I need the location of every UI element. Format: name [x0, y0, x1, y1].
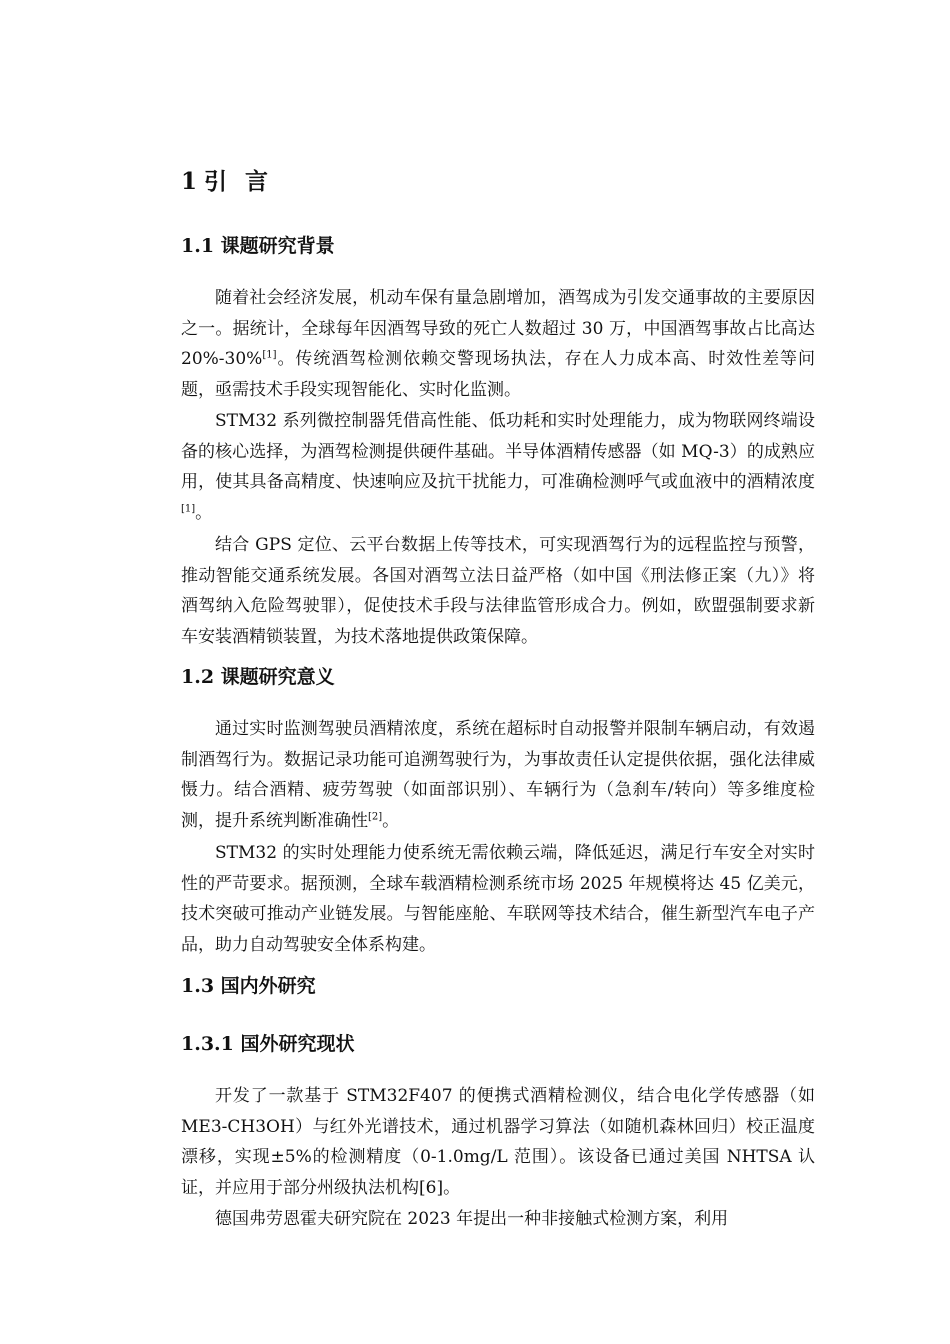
section-heading-1-3-1: 1.3.1 国外研究现状 [181, 1033, 355, 1055]
paragraph-text: STM32 系列微控制器凭借高性能、低功耗和实时处理能力，成为物联网终端设备的核心选择，为酒驾检测提供硬件基础。半导体酒精传感器（如 MQ-3）的成熟应用，使其具备高精度、快速响应及抗干扰能力，可准确检测呼气或血液中的酒精浓度 [181, 411, 815, 493]
citation-ref: [2] [368, 811, 383, 823]
citation-ref: [1] [262, 349, 277, 361]
paragraph-1-1-3: 结合 GPS 定位、云平台数据上传等技术，可实现酒驾行为的远程监控与预警，推动智能交通系统发展。各国对酒驾立法日益严格（如中国《刑法修正案（九）》将酒驾纳入危险驾驶罪），促使技术手段与法律监管形成合力。例如，欧盟强制要求新车安装酒精锁装置，为技术落地提供政策保障。 [181, 535, 815, 647]
section-heading-1-2: 1.2 课题研究意义 [181, 666, 335, 688]
paragraph-text: 通过实时监测驾驶员酒精浓度，系统在超标时自动报警并限制车辆启动，有效遏制酒驾行为。数据记录功能可追溯驾驶行为，为事故责任认定提供依据，强化法律威慑力。结合酒精、疲劳驾驶（如面部识别）、车辆行为（急刹车/转向）等多维度检测，提升系统判断准确性 [181, 719, 815, 831]
paragraph-1-1-1 [181, 283, 815, 405]
paragraph-1-3-1-2: 德国弗劳恩霍夫研究院在 2023 年提出一种非接触式检测方案，利用 [215, 1209, 729, 1229]
paragraph-1-2-2: STM32 的实时处理能力使系统无需依赖云端，降低延迟，满足行车安全对实时性的严苛要求。据预测，全球车载酒精检测系统市场 2025 年规模将达 45 亿美元，技术突破可推动产业链发展。与智能座舱、车联网等技术结合，催生新型汽车电子产品，助力自动驾驶安全体系构建。 [181, 843, 815, 955]
paragraph-text: 。传统酒驾检测依赖交警现场执法，存在人力成本高、时效性差等问题，亟需技术手段实现智能化、实时化监测。 [181, 349, 815, 400]
chapter-number: 1 [181, 168, 199, 195]
paragraph-text: 。 [382, 810, 400, 831]
paragraph-1-2-1 [181, 714, 815, 836]
paragraph-text: 随着社会经济发展，机动车保有量急剧增加，酒驾成为引发交通事故的主要原因之一。据统计，全球每年因酒驾导致的死亡人数超过 30 万，中国酒驾事故占比高达 20%-30% [181, 288, 815, 370]
section-heading-1-1: 1.1 课题研究背景 [181, 235, 335, 257]
chapter-heading [181, 163, 815, 196]
paragraph-text: 。 [195, 502, 213, 523]
paragraph-1-1-2 [181, 406, 815, 528]
chapter-title: 引言 [204, 168, 287, 195]
citation-ref: [1] [181, 503, 196, 515]
paragraph-1-3-1-1: 开发了一款基于 STM32F407 的便携式酒精检测仪，结合电化学传感器（如 ME3-CH3OH）与红外光谱技术，通过机器学习算法（如随机森林回归）校正温度漂移，实现±5%的检测精度（0-1.0mg/L 范围）。该设备已通过美国 NHTSA 认证，并应用于部分州级执法机构[6]。 [181, 1086, 815, 1198]
section-heading-1-3: 1.3 国内外研究 [181, 975, 316, 997]
